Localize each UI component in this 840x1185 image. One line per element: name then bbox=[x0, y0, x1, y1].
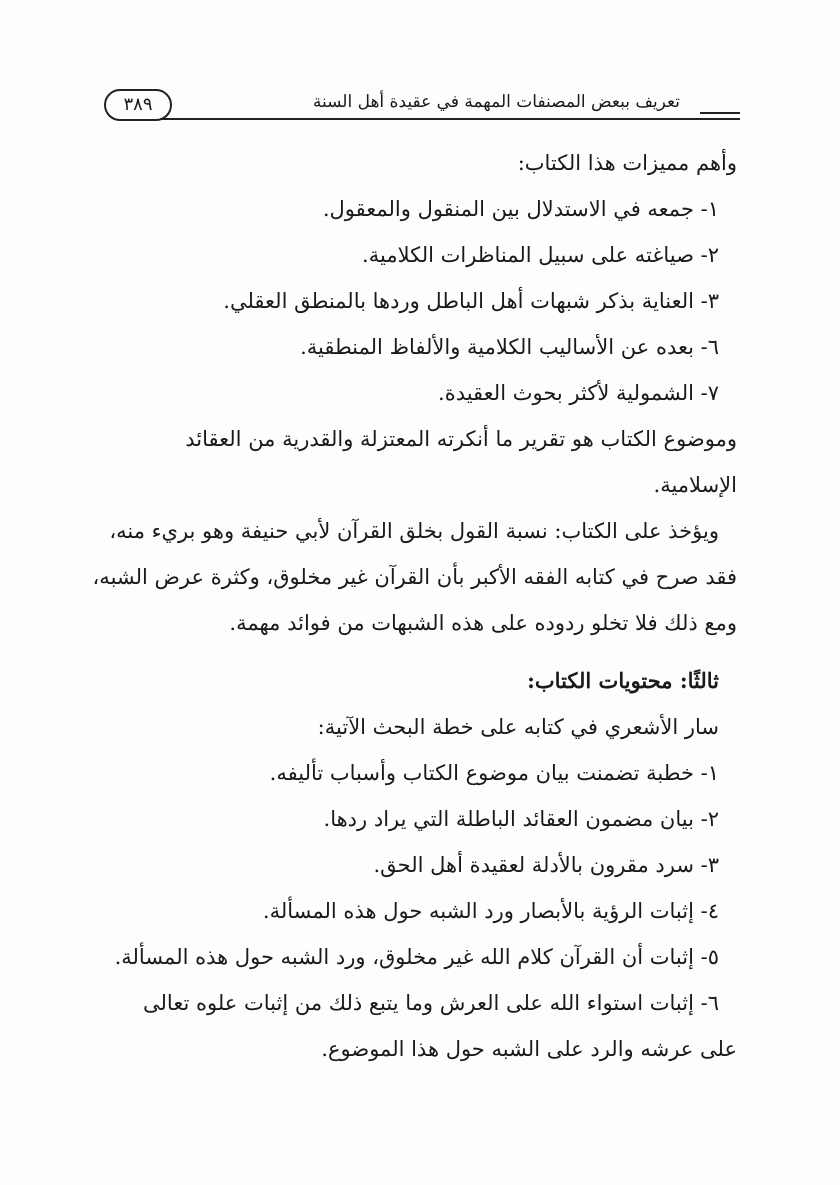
critique-line-1: ويؤخذ على الكتاب: نسبة القول بخلق القرآن لأبي حنيفة وهو بريء منه، bbox=[109, 519, 719, 543]
features-item: ٢- صياغته على سبيل المناظرات الكلامية. bbox=[362, 243, 719, 267]
subject-line-2: الإسلامية. bbox=[653, 473, 737, 497]
features-item: ٣- العناية بذكر شبهات أهل الباطل وردها بالمنطق العقلي. bbox=[223, 289, 719, 313]
contents-item: ٣- سرد مقرون بالأدلة لعقيدة أهل الحق. bbox=[373, 853, 719, 877]
critique-line-3: ومع ذلك فلا تخلو ردوده على هذه الشبهات من فوائد مهمة. bbox=[229, 611, 737, 635]
header-rule bbox=[160, 118, 715, 120]
contents-item: ١- خطبة تضمنت بيان موضوع الكتاب وأسباب تأليفه. bbox=[269, 761, 719, 785]
contents-last-line: على عرشه والرد على الشبه حول هذا الموضوع. bbox=[321, 1037, 737, 1061]
running-header-title: تعريف ببعض المصنفات المهمة في عقيدة أهل السنة bbox=[312, 92, 680, 112]
features-intro: وأهم مميزات هذا الكتاب: bbox=[517, 151, 737, 175]
critique-line-2: فقد صرح في كتابه الفقه الأكبر بأن القرآن غير مخلوق، وكثرة عرض الشبه، bbox=[92, 565, 737, 589]
contents-item: ٥- إثبات أن القرآن كلام الله غير مخلوق، ورد الشبه حول هذه المسألة. bbox=[114, 945, 719, 969]
section-heading: ثالثًا: محتويات الكتاب: bbox=[527, 668, 719, 693]
contents-item: ٤- إثبات الرؤية بالأبصار ورد الشبه حول هذه المسألة. bbox=[262, 899, 719, 923]
features-item: ٦- بعده عن الأساليب الكلامية والألفاظ المنطقية. bbox=[300, 335, 719, 359]
contents-intro: سار الأشعري في كتابه على خطة البحث الآتية: bbox=[317, 715, 719, 739]
subject-line-1: وموضوع الكتاب هو تقرير ما أنكرته المعتزلة والقدرية من العقائد bbox=[185, 427, 737, 451]
features-item: ٧- الشمولية لأكثر بحوث العقيدة. bbox=[438, 381, 719, 405]
page-number: ٣٨٩ bbox=[104, 89, 172, 121]
features-item: ١- جمعه في الاستدلال بين المنقول والمعقول. bbox=[322, 197, 719, 221]
contents-item: ٢- بيان مضمون العقائد الباطلة التي يراد ردها. bbox=[323, 807, 719, 831]
contents-item: ٦- إثبات استواء الله على العرش وما يتبع ذلك من إثبات علوه تعالى bbox=[143, 991, 719, 1015]
page-body bbox=[90, 140, 737, 1072]
